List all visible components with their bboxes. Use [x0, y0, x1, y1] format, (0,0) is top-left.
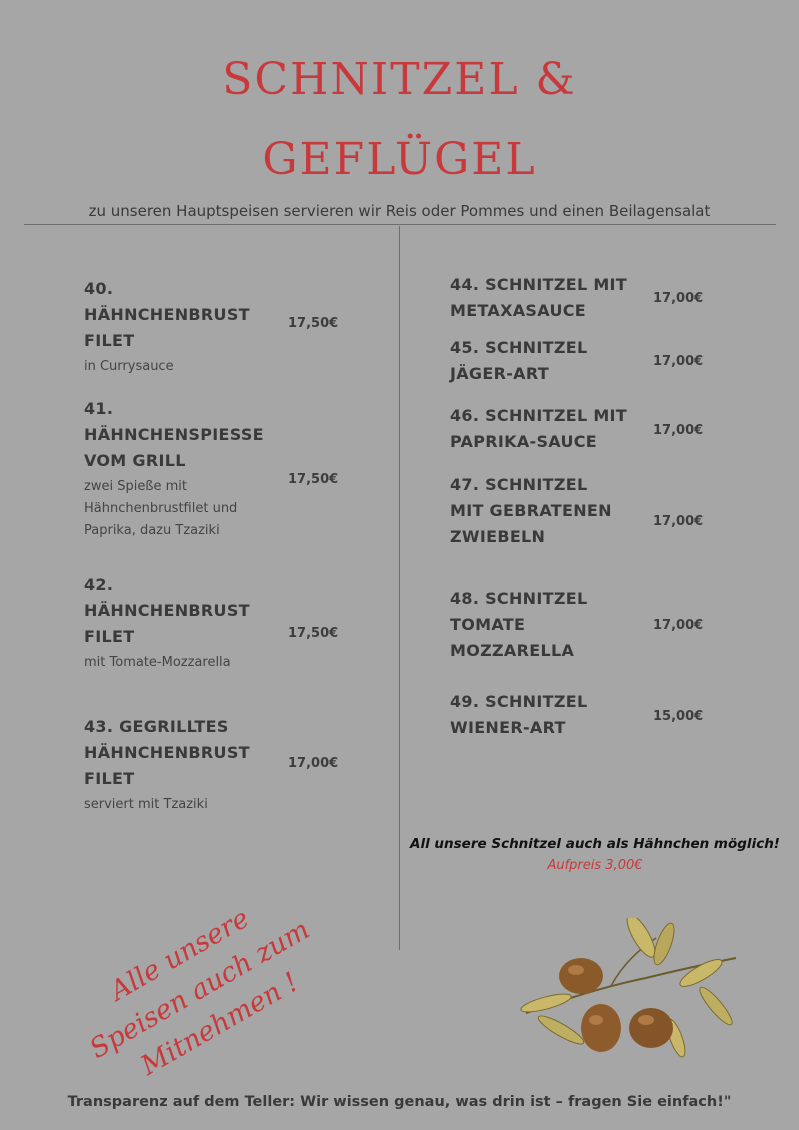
item-price: 17,00€ — [288, 756, 339, 771]
footer-text: Transparenz auf dem Teller: Wir wissen genau, was drin ist – fragen Sie einfach!" — [67, 1094, 732, 1110]
item-description: in Currysauce — [84, 359, 174, 374]
item-name: 44. SCHNITZEL MIT METAXASAUCE — [450, 275, 628, 320]
item-price: 17,00€ — [653, 354, 704, 369]
menu-item-42 — [84, 572, 250, 674]
menu-item-43 — [84, 714, 250, 816]
item-name: 41. HÄHNCHENSPIESSE VOM GRILL — [84, 399, 264, 470]
item-name: 45. SCHNITZEL JÄGER-ART — [450, 338, 588, 383]
menu-item-49 — [450, 689, 587, 741]
takeaway-stamp: Alle unsere Speisen auch zum Mitnehmen ! — [84, 902, 315, 1082]
menu-item-46 — [450, 403, 627, 455]
menu-item-45 — [450, 335, 587, 387]
item-price: 17,50€ — [288, 472, 339, 487]
column-divider — [399, 226, 400, 950]
item-description: serviert mit Tzaziki — [84, 797, 208, 812]
item-name: 40. HÄHNCHENBRUST FILET — [84, 279, 250, 350]
item-price: 17,00€ — [653, 618, 704, 633]
item-price: 17,50€ — [288, 316, 339, 331]
item-name: 47. SCHNITZEL MIT GEBRATENEN ZWIEBELN — [450, 475, 612, 546]
item-price: 15,00€ — [653, 709, 704, 724]
olive-branch-illustration — [516, 918, 746, 1068]
header-divider — [24, 224, 776, 225]
surcharge-note: Aufpreis 3,00€ — [547, 858, 643, 873]
menu-item-40 — [84, 276, 250, 378]
page-title-line2: GEFLÜGEL — [262, 134, 537, 185]
menu-item-48 — [450, 586, 587, 664]
chicken-option-note: All unsere Schnitzel auch als Hähnchen möglich! — [410, 836, 780, 852]
menu-item-47 — [450, 472, 612, 550]
item-price: 17,00€ — [653, 291, 704, 306]
item-name: 46. SCHNITZEL MIT PAPRIKA-SAUCE — [450, 406, 628, 451]
item-description: zwei Spieße mit Hähnchenbrustfilet und Paprika, dazu Tzaziki — [84, 479, 238, 538]
subtitle: zu unseren Hauptspeisen servieren wir Reis oder Pommes und einen Beilagensalat — [88, 202, 711, 220]
item-price: 17,00€ — [653, 423, 704, 438]
menu-item-44 — [450, 272, 627, 324]
item-price: 17,50€ — [288, 626, 339, 641]
menu-item-41 — [84, 396, 264, 542]
item-description: mit Tomate-Mozzarella — [84, 655, 231, 670]
item-name: 43. GEGRILLTES HÄHNCHENBRUST FILET — [84, 717, 250, 788]
item-name: 42. HÄHNCHENBRUST FILET — [84, 575, 250, 646]
page-title-line1: SCHNITZEL & — [222, 54, 577, 105]
item-name: 49. SCHNITZEL WIENER-ART — [450, 692, 588, 737]
item-name: 48. SCHNITZEL TOMATE MOZZARELLA — [450, 589, 588, 660]
item-price: 17,00€ — [653, 514, 704, 529]
